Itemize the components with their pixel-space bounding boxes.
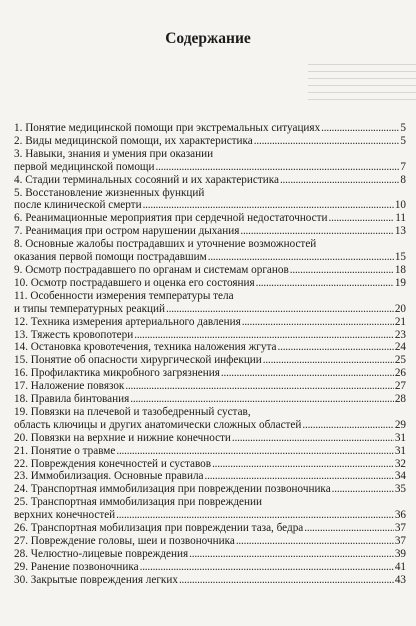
dot-leader — [332, 483, 394, 496]
toc-entry-title: верхних конечностей — [14, 509, 116, 522]
toc-entry — [14, 496, 406, 509]
toc-entry — [14, 354, 406, 367]
toc-entry-page-number: 26 — [394, 367, 406, 380]
toc-entry-title: 3. Навыки, знания и умения при оказании — [14, 147, 214, 160]
toc-entry-page-number: 35 — [394, 483, 406, 496]
toc-entry — [14, 574, 406, 587]
toc-entry-title: 11. Особенности измерения температуры тела — [14, 289, 234, 302]
toc-entry-title: 4. Стадии терминальных сосояний и их характеристика — [14, 173, 279, 186]
dot-leader — [134, 329, 394, 342]
toc-entry — [14, 367, 406, 380]
toc-entry-title: 19. Повязки на плечевой и тазобедренный сустав, — [14, 405, 251, 418]
dot-leader — [302, 419, 393, 432]
toc-entry-title: 13. Тяжесть кровопотери — [14, 328, 134, 341]
dot-leader — [205, 470, 394, 483]
toc-entry-title: 18. Правила бинтования — [14, 393, 130, 406]
toc-entry — [14, 341, 406, 354]
toc-entry-page-number: 10 — [394, 199, 406, 212]
toc-entry — [14, 483, 406, 496]
toc-entry — [14, 290, 406, 303]
toc-entry-title: 16. Профилактика микробного загрязнения — [14, 367, 220, 380]
toc-entry — [14, 522, 406, 535]
toc-entry — [14, 470, 406, 483]
dot-leader — [221, 367, 394, 380]
dot-leader — [189, 548, 394, 561]
dot-leader — [166, 303, 394, 316]
dot-leader — [236, 535, 394, 548]
toc-entry-page-number: 23 — [394, 328, 406, 341]
toc-entry-page-number: 13 — [394, 225, 406, 238]
toc-entry-page-number: 31 — [394, 444, 406, 457]
toc-entry-page-number: 43 — [394, 573, 406, 586]
toc-entry-page-number: 34 — [394, 470, 406, 483]
toc-entry-title: 28. Челюстно-лицевые повреждения — [14, 547, 189, 560]
toc-entry-page-number: 5 — [400, 122, 406, 134]
dot-leader — [125, 380, 393, 393]
toc-entry — [14, 316, 406, 329]
dot-leader — [242, 316, 394, 329]
toc-entry-title: 10. Осмотр пострадавшего и оценка его состояния — [14, 276, 255, 289]
toc-entry — [14, 264, 406, 277]
toc-entry — [14, 509, 406, 522]
toc-entry — [14, 548, 406, 561]
toc-entry-title: первой медицинской помощи — [14, 160, 155, 173]
toc-entry-title: 17. Наложение повязок — [14, 380, 125, 393]
toc-entry — [14, 329, 406, 342]
toc-entry-title: 25. Транспортная иммобилизация при повреждении — [14, 496, 262, 509]
toc-entry — [14, 561, 406, 574]
toc-entry-title: 23. Иммобилизация. Основные правила — [14, 470, 204, 483]
dot-leader — [240, 225, 393, 238]
toc-entry — [14, 199, 406, 212]
toc-entry — [14, 148, 406, 161]
dot-leader — [208, 251, 394, 264]
toc-entry-title: 8. Основные жалобы пострадавших и уточнение возможностей — [14, 238, 317, 251]
toc-entry-page-number: 19 — [394, 276, 406, 289]
toc-entry-page-number: 8 — [400, 173, 406, 186]
toc-entry — [14, 251, 406, 264]
toc-entry-page-number: 24 — [394, 341, 406, 354]
toc-entry-page-number: 41 — [394, 560, 406, 573]
dot-leader — [179, 574, 394, 587]
toc-entry-title: 9. Осмотр пострадавшего по органам и системам органов — [14, 263, 289, 276]
dot-leader — [116, 445, 393, 458]
toc-entry-title: 15. Понятие об опасности хирургической инфекции — [14, 354, 262, 367]
toc-entry — [14, 406, 406, 419]
toc-entry-page-number: 37 — [394, 535, 406, 547]
dot-leader — [256, 277, 394, 290]
dot-leader — [212, 458, 394, 471]
toc-entry-page-number: 37 — [394, 522, 406, 535]
toc-entry-title: 21. Понятие о травме — [14, 444, 116, 457]
page-title: Содержание — [165, 30, 251, 47]
toc-entry-title: 22. Повреждения конечностей и суставов — [14, 457, 212, 470]
toc-entry-page-number: 18 — [394, 263, 406, 276]
toc-entry-title: область ключицы и других анатомически сложных областей — [14, 418, 302, 431]
toc-entry — [14, 380, 406, 393]
toc-entry — [14, 238, 406, 251]
toc-entry-page-number: 32 — [394, 457, 406, 470]
toc-entry-title: 5. Восстановление жизненных функций — [14, 186, 205, 199]
toc-entry — [14, 393, 406, 406]
toc-entry-title: 1. Понятие медицинской помощи при экстремальных ситуациях — [14, 122, 321, 134]
toc-entry — [14, 535, 406, 548]
toc-entry-page-number: 29 — [394, 418, 406, 431]
toc-entry-page-number: 20 — [394, 302, 406, 315]
dot-leader — [278, 341, 394, 354]
dot-leader — [329, 212, 395, 225]
toc-entry-title: оказания первой помощи пострадавшим — [14, 251, 207, 264]
toc-entry-page-number: 25 — [394, 354, 406, 367]
toc-entry-page-number: 36 — [394, 509, 406, 522]
dot-leader — [321, 122, 399, 135]
toc-entry — [14, 458, 406, 471]
dot-leader — [130, 393, 394, 406]
toc-entry — [14, 277, 406, 290]
table-of-contents — [14, 122, 406, 587]
dot-leader — [280, 174, 399, 187]
dot-leader — [156, 161, 400, 174]
toc-entry-title: 6. Реанимационные мероприятия при сердечной недостаточности — [14, 212, 328, 225]
dot-leader — [232, 432, 394, 445]
toc-entry-title: 20. Повязки на верхние и нижние конечности — [14, 431, 231, 444]
toc-entry-title: после клинической смерти — [14, 199, 142, 212]
dot-leader — [304, 522, 394, 535]
toc-entry — [14, 432, 406, 445]
toc-entry-page-number: 5 — [400, 134, 406, 147]
toc-entry-title: 14. Остановка кровотечения, техника наложения жгута — [14, 341, 277, 354]
dot-leader — [254, 135, 400, 148]
reverse-side-bleed-through — [300, 58, 416, 112]
toc-entry-title: и типы температурных реакций — [14, 302, 165, 315]
toc-entry-page-number: 11 — [395, 212, 406, 225]
toc-entry — [14, 303, 406, 316]
toc-entry — [14, 135, 406, 148]
toc-entry-page-number: 27 — [394, 380, 406, 393]
toc-entry — [14, 419, 406, 432]
dot-leader — [143, 199, 394, 212]
toc-entry-page-number: 31 — [394, 431, 406, 444]
toc-entry — [14, 122, 406, 135]
toc-entry — [14, 161, 406, 174]
dot-leader — [116, 509, 394, 522]
toc-entry-title: 2. Виды медицинской помощи, их характеристика — [14, 134, 253, 147]
toc-entry-title: 27. Повреждение головы, шеи и позвоночника — [14, 535, 235, 547]
toc-entry — [14, 174, 406, 187]
toc-entry-title: 29. Ранение позвоночника — [14, 560, 139, 573]
toc-entry — [14, 225, 406, 238]
toc-entry — [14, 187, 406, 200]
toc-entry-page-number: 21 — [394, 315, 406, 328]
toc-entry-title: 30. Закрытые повреждения легких — [14, 573, 178, 586]
toc-entry-title: 7. Реанимация при остром нарушении дыхания — [14, 225, 240, 238]
toc-entry-page-number: 15 — [394, 251, 406, 264]
toc-entry — [14, 445, 406, 458]
toc-entry-title: 24. Транспортная иммобилизация при повреждении позвоночника — [14, 483, 331, 496]
dot-leader — [263, 354, 394, 367]
toc-entry-title: 26. Транспортная мобилизация при повреждении таза, бедра — [14, 522, 304, 535]
toc-entry-page-number: 39 — [394, 547, 406, 560]
toc-entry-page-number: 28 — [394, 393, 406, 406]
dot-leader — [140, 561, 394, 574]
toc-entry-page-number: 7 — [400, 160, 406, 173]
toc-entry-title: 12. Техника измерения артериального давления — [14, 315, 241, 328]
toc-entry — [14, 212, 406, 225]
dot-leader — [290, 264, 394, 277]
